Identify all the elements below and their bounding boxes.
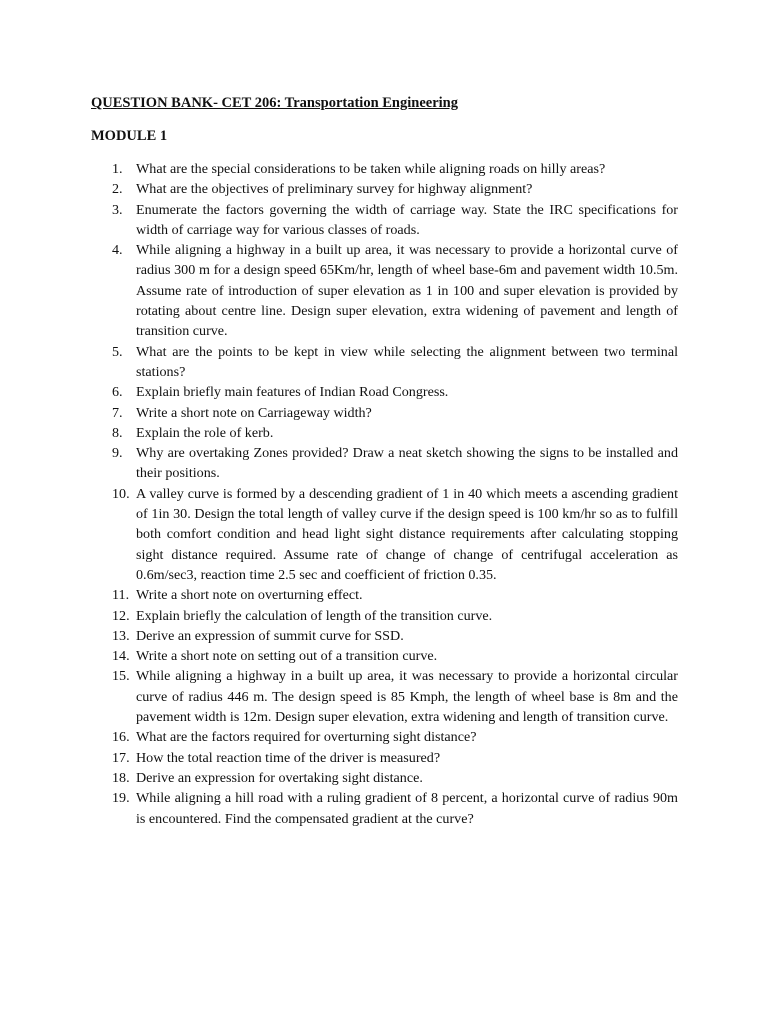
question-number: 17. [112, 749, 130, 766]
question-item [90, 666, 678, 727]
question-text: Explain briefly the calculation of length of the transition curve. [136, 607, 493, 624]
question-item [90, 382, 678, 402]
question-text: Why are overtaking Zones provided? Draw a neat sketch showing the signs to be installed and their positions. [136, 445, 678, 482]
question-number: 7. [112, 404, 123, 421]
question-item [90, 403, 678, 423]
question-text: Derive an expression for overtaking sight distance. [136, 769, 423, 786]
question-number: 8. [112, 424, 123, 441]
question-text: Write a short note on overturning effect. [136, 587, 363, 604]
question-item [90, 200, 678, 241]
question-item [90, 179, 678, 199]
question-item [90, 342, 678, 383]
question-item [90, 748, 678, 768]
question-text: Write a short note on setting out of a transition curve. [136, 648, 438, 665]
question-text: Explain the role of kerb. [136, 424, 274, 441]
question-text: What are the points to be kept in view while selecting the alignment between two terminal stations? [136, 343, 678, 380]
question-item [90, 768, 678, 788]
question-item [90, 240, 678, 341]
question-text: What are the special considerations to be taken while aligning roads on hilly areas? [136, 161, 606, 177]
question-item [90, 727, 678, 747]
question-list [90, 159, 678, 829]
question-number: 13. [112, 627, 130, 644]
question-text: Derive an expression of summit curve for SSD. [136, 627, 404, 644]
question-text: Write a short note on Carriageway width? [136, 404, 372, 421]
question-number: 6. [112, 384, 123, 401]
question-item [90, 484, 678, 585]
document-title: QUESTION BANK- CET 206: Transportation Engineering [91, 95, 458, 111]
question-item [90, 606, 678, 626]
question-number: 15. [112, 668, 130, 685]
question-text: While aligning a highway in a built up area, it was necessary to provide a horizontal curve of radius 300 m for a design speed 65Km/hr, length of wheel base-6m and pavement width 10.5m. Assume rate of introduction of super elevation as 1 in 100 and super elevation is provided by rotating about centre line. Design super elevation, extra widening of pavement and length of transition curve. [136, 242, 678, 340]
question-text: Explain briefly main features of Indian Road Congress. [136, 384, 449, 401]
question-text: What are the objectives of preliminary survey for highway alignment? [136, 181, 533, 198]
question-item [90, 626, 678, 646]
question-number: 1. [112, 161, 123, 177]
question-text: A valley curve is formed by a descending gradient of 1 in 40 which meets a ascending gradient of 1in 30. Design the total length of valley curve if the design speed is 100 km/hr so as to fulfill both comfort condition and head light sight distance requirements after calculating stopping sight distance required. Assume rate of change of change of centrifugal acceleration as 0.6m/sec3, reaction time 2.5 sec and coefficient of friction 0.35. [136, 485, 678, 583]
module-heading: MODULE 1 [91, 128, 168, 144]
question-item [90, 159, 678, 179]
question-text: How the total reaction time of the driver is measured? [136, 749, 441, 766]
question-number: 19. [112, 790, 130, 807]
question-number: 9. [112, 445, 123, 462]
question-number: 4. [112, 242, 123, 259]
question-number: 5. [112, 343, 123, 360]
question-item [90, 788, 678, 829]
question-item [90, 443, 678, 484]
question-text: While aligning a highway in a built up area, it was necessary to provide a horizontal circular curve of radius 446 m. The design speed is 85 Kmph, the length of wheel base is 8m and the pavement width is 12m. Design super elevation, extra widening and length of transition curve. [136, 668, 678, 726]
question-number: 12. [112, 607, 130, 624]
question-number: 11. [112, 587, 130, 604]
question-number: 3. [112, 201, 123, 218]
question-text: While aligning a hill road with a ruling gradient of 8 percent, a horizontal curve of radius 90m is encountered. Find the compensated gradient at the curve? [136, 790, 678, 827]
question-text: What are the factors required for overturning sight distance? [136, 729, 477, 746]
question-text: Enumerate the factors governing the width of carriage way. State the IRC specifications for width of carriage way for various classes of roads. [136, 201, 678, 238]
question-number: 2. [112, 181, 123, 198]
question-item [90, 423, 678, 443]
question-item [90, 646, 678, 666]
question-item [90, 585, 678, 605]
question-number: 14. [112, 648, 130, 665]
question-number: 18. [112, 769, 130, 786]
question-number: 16. [112, 729, 130, 746]
question-number: 10. [112, 485, 130, 502]
